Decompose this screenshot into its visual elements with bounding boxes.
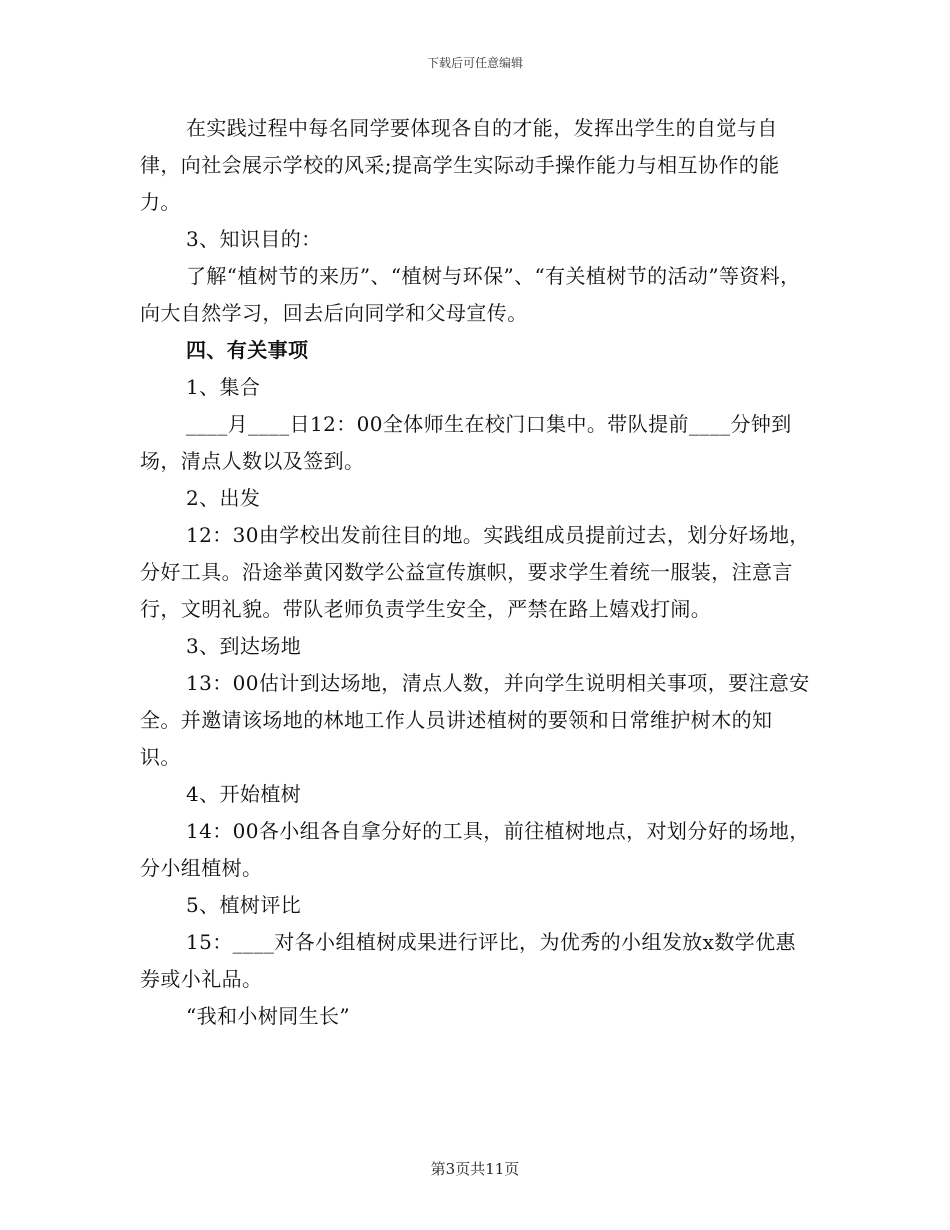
heading-arrive: 3、到达场地 <box>186 634 302 658</box>
page-footer: 第3页共11页 <box>430 1160 520 1178</box>
heading-depart: 2、出发 <box>186 486 261 510</box>
paragraph-slogan: “我和小树同生长” <box>186 1004 351 1028</box>
paragraph-practice: 在实践过程中每名同学要体现各自的才能，发挥出学生的自觉与自律，向社会展示学校的风采;提高学生实际动手操作能力与相互协作的能力。 <box>140 116 780 214</box>
paragraph-depart: 12：30由学校出发前往目的地。实践组成员提前过去，划分好场地，分好工具。沿途举黄冈数学公益宣传旗帜，要求学生着统一服装，注意言行，文明礼貌。带队老师负责学生安全，严禁在路上嬉戏打闹。 <box>140 523 810 621</box>
page-header: 下载后可任意编辑 <box>426 56 523 70</box>
paragraph-planting: 14：00各小组各自拿分好的工具，前往植树地点，对划分好的场地，分小组植树。 <box>140 819 810 880</box>
heading-knowledge-goal: 3、知识目的： <box>186 227 322 251</box>
document-body <box>140 110 810 1035</box>
heading-start-planting: 4、开始植树 <box>186 782 302 806</box>
heading-evaluation: 5、植树评比 <box>186 893 302 917</box>
paragraph-gather: ____月____日12：00全体师生在校门口集中。带队提前____分钟到场，清点人数以及签到。 <box>140 412 792 473</box>
heading-related-matters: 四、有关事项 <box>186 338 309 362</box>
heading-gather: 1、集合 <box>186 375 261 399</box>
paragraph-arrive: 13：00估计到达场地，清点人数，并向学生说明相关事项，要注意安全。并邀请该场地的林地工作人员讲述植树的要领和日常维护树木的知识。 <box>140 671 810 769</box>
paragraph-knowledge: 了解“植树节的来历”、“植树与环保”、“有关植树节的活动”等资料，向大自然学习，回去后向同学和父母宣传。 <box>140 264 801 325</box>
paragraph-evaluation: 15：____对各小组植树成果进行评比，为优秀的小组发放x数学优惠券或小礼品。 <box>140 930 796 991</box>
